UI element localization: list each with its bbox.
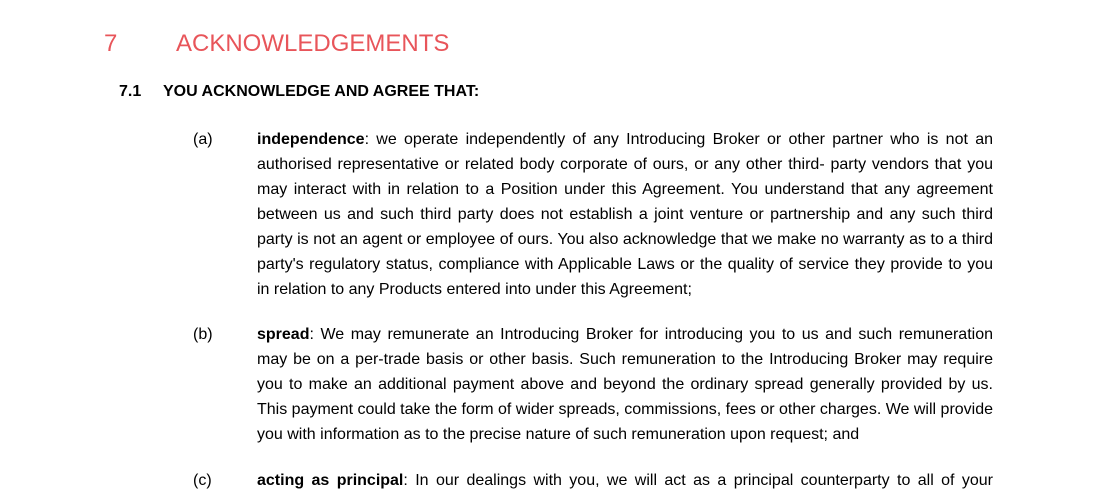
clause-text (257, 127, 993, 302)
section-number: 7 (104, 30, 118, 57)
clause-text (257, 468, 993, 493)
clause-body: : we operate independently of any Introducing Broker or other partner who is not an authorised representative or related body corporate of ours, or any other third- party vendors that you may interact with in relation to a Position under this Agreement. You understand that any agreement between us and such third party does not establish a joint venture or partnership and any such third party is not an agent or employee of ours. You also acknowledge that we make no warranty as to a third party's regulatory status, compliance with Applicable Laws or the quality of service they provide to you in relation to any Products entered into under this Agreement; (257, 131, 993, 298)
clause-term: acting as principal (257, 472, 404, 489)
section-title: ACKNOWLEDGEMENTS (176, 30, 450, 57)
subsection-heading (0, 81, 1100, 103)
subsection-title: YOU ACKNOWLEDGE AND AGREE THAT: (163, 83, 480, 100)
clause-text (257, 322, 993, 447)
section-heading (0, 26, 1100, 62)
subsection-number: 7.1 (119, 83, 142, 100)
clause-term: spread (257, 326, 310, 343)
clause-term: independence (257, 131, 365, 148)
clause-body: : In our dealings with you, we will act as a principal counterparty to all of your (403, 472, 993, 489)
clause-label: (b) (193, 326, 213, 343)
clause-label: (c) (193, 472, 212, 489)
clause-label: (a) (193, 131, 213, 148)
clause-body: : We may remunerate an Introducing Broker for introducing you to us and such remuneration may be on a per-trade basis or other basis. Such remuneration to the Introducing Broker may require you to make an additional payment above and beyond the ordinary spread generally provided by us. This payment could take the form of wider spreads, commissions, fees or other charges. We will provide you with information as to the precise nature of such remuneration upon request; and (257, 326, 994, 443)
